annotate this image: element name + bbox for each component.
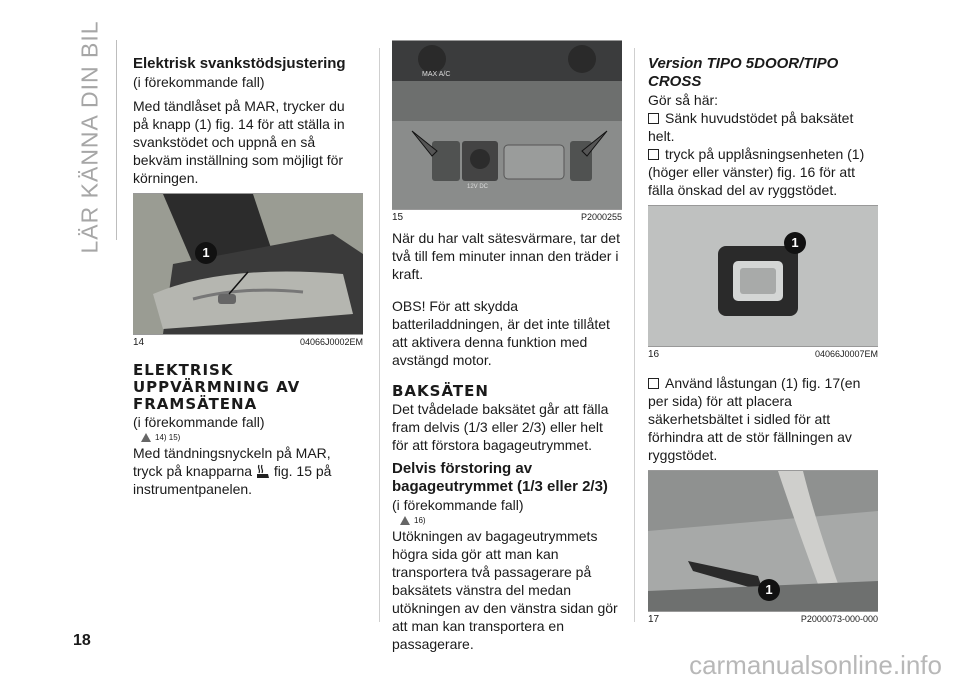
figure-code: 04066J0007EM	[814, 349, 878, 359]
side-tab-label: LÄR KÄNNA DIN BIL	[76, 20, 103, 254]
rear-seats-paragraph: Det tvådelade baksätet går att fälla fram delvis (1/3 eller 2/3) eller helt för att förstora bagageutrymmet.	[392, 401, 609, 453]
figure-caption	[133, 337, 363, 348]
note-paragraph: OBS! För att skydda batteriladdningen, är det inte tillåtet att aktivera denna funktion med avstängd motor.	[392, 298, 610, 368]
heading-version: Version TIPO 5DOOR/TIPO CROSS	[648, 55, 839, 90]
seat-heater-icon	[256, 463, 270, 479]
callout-badge: 1	[195, 242, 217, 264]
column-3	[648, 55, 878, 625]
figure-number: 15	[392, 212, 404, 223]
figure-16	[648, 205, 878, 347]
figure-15	[392, 40, 622, 210]
figure-caption	[648, 614, 878, 625]
socket-label: 12V DC	[467, 184, 489, 190]
figure-code: P2000073-000-000	[800, 614, 878, 624]
step-3: Använd låstungan (1) fig. 17(en per sida) för att placera säkerhetsbältet i sidled för att förhindra att de stör fällningen av ryggstödet.	[648, 375, 861, 463]
page-number: 18	[73, 632, 91, 649]
heading-rear-seats: BAKSÄTEN	[392, 382, 489, 400]
heating-line-1: Med tändningsnyckeln på MAR,	[133, 445, 331, 461]
heating-line-2: tryck på knapparna fig. 15 på	[133, 463, 332, 479]
callout-badge: 1	[784, 232, 806, 254]
column-divider-1	[379, 48, 380, 622]
callout-badge: 1	[758, 579, 780, 601]
checkbox-bullet-icon	[648, 113, 659, 124]
figure-caption	[392, 212, 622, 223]
figure-14	[133, 193, 363, 335]
figure-17	[648, 470, 878, 612]
optional-note: (i förekommande fall)	[133, 74, 265, 90]
checkbox-bullet-icon	[648, 149, 659, 160]
heading-seat-heating: ELEKTRISK UPPVÄRMNING AV FRAMSÄTENA	[133, 361, 301, 413]
optional-note: (i förekommande fall)	[133, 414, 265, 430]
figure-number: 17	[648, 614, 660, 625]
warning-icon	[141, 433, 151, 442]
figure-caption	[648, 349, 878, 360]
seat-lumbar-image	[133, 194, 363, 334]
step-1: Sänk huvudstödet på baksätet helt.	[648, 110, 854, 144]
column-1	[133, 55, 363, 498]
warning-refs: 16)	[400, 516, 622, 525]
heating-line-3: instrumentpanelen.	[133, 481, 253, 497]
lumbar-paragraph: Med tändlåset på MAR, trycker du på knapp (1) fig. 14 för att ställa in svankstödet och uppnå en så bekväm inställning som möjligt för körningen.	[133, 98, 345, 186]
optional-note: (i förekommande fall)	[392, 497, 524, 513]
side-divider	[116, 40, 117, 240]
heading-lumbar: Elektrisk svankstödsjustering	[133, 55, 346, 72]
side-tab	[70, 20, 110, 254]
checkbox-bullet-icon	[648, 378, 659, 389]
column-2	[392, 40, 622, 653]
step-2: tryck på upplåsningsenheten (1) (höger eller vänster) fig. 16 för att fälla önskad del av ryggstödet.	[648, 146, 865, 198]
intro: Gör så här:	[648, 92, 719, 108]
figure-number: 14	[133, 337, 145, 348]
extension-paragraph: Utökningen av bagageutrymmets högra sida gör att man kan transportera två passagerare på baksätets vänstra del medan utökningen av den vänstra sidan gör att man kan transportera en passagerare.	[392, 528, 618, 652]
dashboard-buttons-image	[392, 41, 622, 209]
warning-icon	[400, 516, 410, 525]
heading-partial-extension: Delvis förstoring av bagageutrymmet (1/3 eller 2/3)	[392, 460, 608, 495]
heating-delay-paragraph: När du har valt sätesvärmare, tar det två till fem minuter innan den träder i kraft.	[392, 230, 620, 282]
figure-number: 16	[648, 349, 660, 360]
dash-label: MAX A/C	[422, 71, 451, 78]
release-lever-image	[648, 206, 878, 346]
watermark: carmanualsonline.info	[689, 650, 942, 680]
column-divider-2	[634, 48, 635, 622]
figure-code: P2000255	[580, 212, 622, 222]
warning-refs: 14) 15)	[141, 433, 363, 442]
figure-code: 04066J0002EM	[299, 337, 363, 347]
